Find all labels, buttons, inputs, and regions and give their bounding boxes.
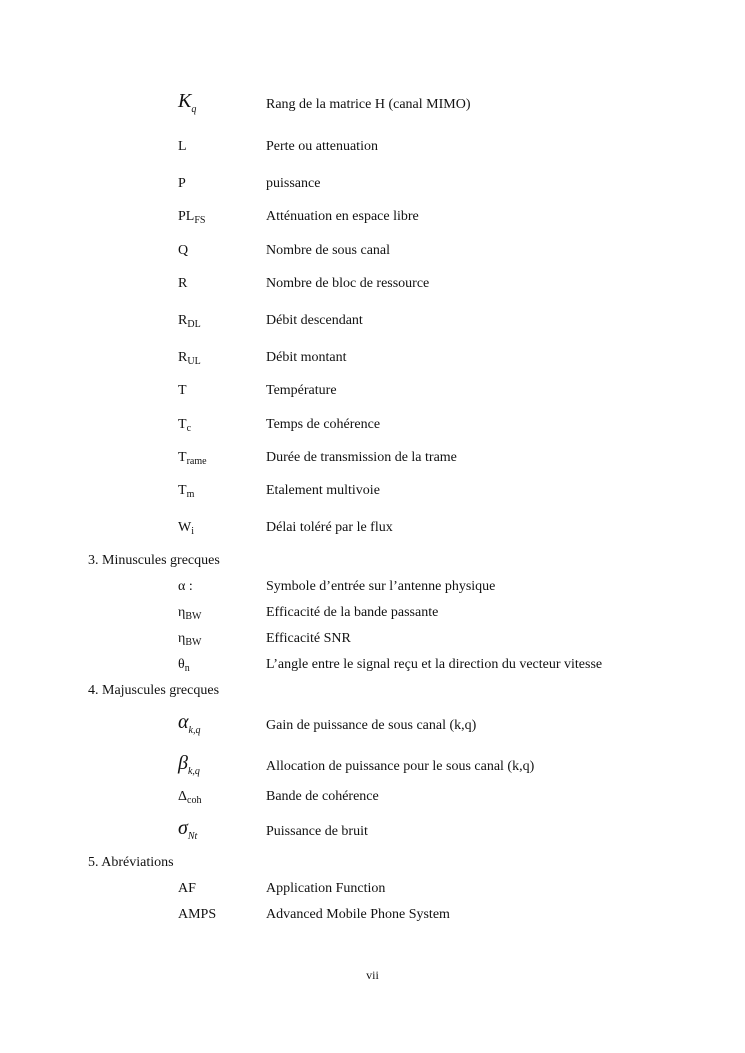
abbreviation-row <box>0 907 745 931</box>
symbol-description: Efficacité SNR <box>266 631 351 646</box>
section-heading-greek-uppercase: 4. Majuscules grecques <box>88 683 220 698</box>
symbol-row <box>0 243 745 267</box>
page-number: vii <box>366 968 379 982</box>
abbreviation: AMPS <box>178 907 217 922</box>
symbol: α : <box>178 579 193 594</box>
symbol-row <box>0 139 745 163</box>
symbol-description: Atténuation en espace libre <box>266 209 419 224</box>
symbol-description: Perte ou attenuation <box>266 139 378 154</box>
symbol-row <box>0 605 745 629</box>
symbol-description: Débit descendant <box>266 313 363 328</box>
symbol-row <box>0 817 745 844</box>
symbol-row <box>0 450 745 474</box>
symbol-description: Etalement multivoie <box>266 483 380 498</box>
symbol-row <box>0 383 745 407</box>
abbreviation-row <box>0 881 745 905</box>
symbol: $R_{DL}$ <box>178 313 201 330</box>
symbol-row <box>0 789 745 813</box>
symbol-row <box>0 579 745 603</box>
symbol: $\beta_{k,q}$ <box>178 752 200 777</box>
symbol: $\alpha_{k,q}$ <box>178 711 201 736</box>
abbreviation-description: Advanced Mobile Phone System <box>266 907 450 922</box>
symbol: $\theta_n$ <box>178 657 190 674</box>
symbol: $T_c$ <box>178 417 192 434</box>
symbol: $T_m$ <box>178 483 195 500</box>
symbol-row <box>0 520 745 544</box>
symbol-description: Débit montant <box>266 350 347 365</box>
symbol-row <box>0 90 745 117</box>
section-heading-abbreviations: 5. Abréviations <box>88 855 174 870</box>
symbol: $\Delta_{coh}$ <box>178 789 202 806</box>
symbol-description: Allocation de puissance pour le sous canal (k,q) <box>266 759 535 774</box>
abbreviation: AF <box>178 881 196 896</box>
symbol-description: Bande de cohérence <box>266 789 379 804</box>
symbol-row <box>0 176 745 200</box>
symbol: $\eta_{BW}$ <box>178 605 202 622</box>
symbol-row <box>0 313 745 337</box>
symbol-description: Rang de la matrice H (canal MIMO) <box>266 97 471 112</box>
symbol-row <box>0 711 745 738</box>
symbol-row <box>0 752 745 779</box>
abbreviation-description: Application Function <box>266 881 386 896</box>
symbol-row <box>0 631 745 655</box>
symbol: L <box>178 139 187 154</box>
symbol-row <box>0 276 745 300</box>
symbol-description: Durée de transmission de la trame <box>266 450 457 465</box>
symbol-row <box>0 417 745 441</box>
symbol-description: Délai toléré par le flux <box>266 520 393 535</box>
symbol-description: Temps de cohérence <box>266 417 381 432</box>
symbol: $T_{rame}$ <box>178 450 207 467</box>
symbol: $W_i$ <box>178 520 194 537</box>
symbol-row <box>0 209 745 233</box>
symbol: $R_{UL}$ <box>178 350 201 367</box>
symbol-description: Gain de puissance de sous canal (k,q) <box>266 718 477 733</box>
symbol-description: Symbole d’entrée sur l’antenne physique <box>266 579 496 594</box>
symbol-description: Nombre de bloc de ressource <box>266 276 430 291</box>
symbol: R <box>178 276 188 291</box>
symbol-description: puissance <box>266 176 321 191</box>
symbol-description: Puissance de bruit <box>266 824 368 839</box>
symbol-description: L’angle entre le signal reçu et la direction du vecteur vitesse <box>266 657 603 672</box>
symbol: $\sigma_{Nt}$ <box>178 817 198 842</box>
symbol-row <box>0 483 745 507</box>
symbol-description: Nombre de sous canal <box>266 243 391 258</box>
section-heading-greek-lowercase: 3. Minuscules grecques <box>88 553 220 568</box>
symbol-description: Efficacité de la bande passante <box>266 605 439 620</box>
symbol: $\eta_{BW}$ <box>178 631 202 648</box>
symbol: $PL_{FS}$ <box>178 209 206 226</box>
symbol-row <box>0 350 745 374</box>
symbol: P <box>178 176 186 191</box>
symbol-description: Température <box>266 383 337 398</box>
symbol: Q <box>178 243 189 258</box>
symbol: $K_q$ <box>178 90 197 115</box>
symbol: T <box>178 383 187 398</box>
symbol-row <box>0 657 745 681</box>
